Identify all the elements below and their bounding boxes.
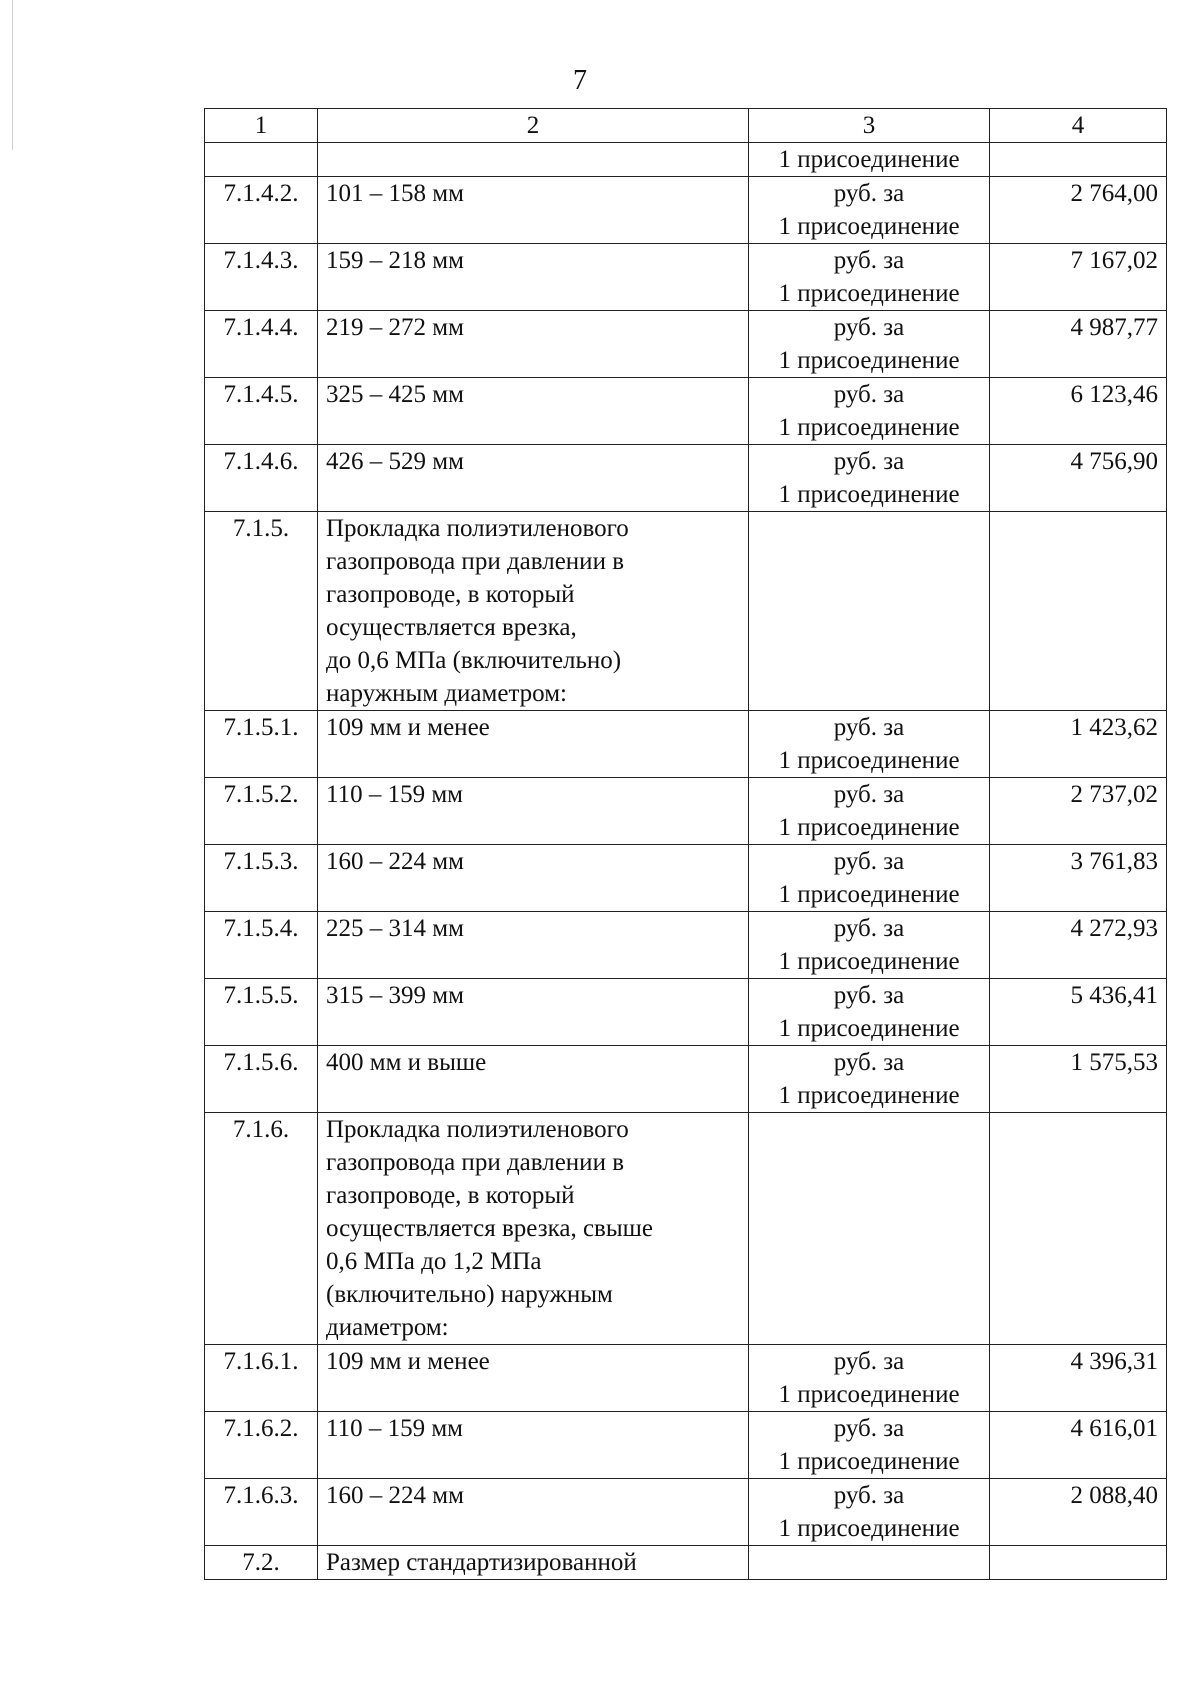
unit-connection: 1 присоединение xyxy=(778,948,960,975)
code-cell xyxy=(205,143,318,177)
unit-cell xyxy=(749,912,990,979)
desc-line: до 0,6 МПа (включительно) xyxy=(326,647,622,674)
desc-cell: 159 – 218 мм xyxy=(318,244,749,311)
price-cell: 4 756,90 xyxy=(990,445,1167,512)
desc-cell: Размер стандартизированной xyxy=(318,1546,749,1580)
price-cell: 3 761,83 xyxy=(990,845,1167,912)
code-cell: 7.1.5.1. xyxy=(205,711,318,778)
unit-label: руб. за xyxy=(833,848,905,875)
unit-cell xyxy=(749,1412,990,1479)
unit-cell xyxy=(749,1345,990,1412)
page-number: 7 xyxy=(573,65,587,96)
unit-label: руб. за xyxy=(833,1415,905,1442)
table-row xyxy=(205,512,1167,711)
desc-line: осуществляется врезка, свыше xyxy=(326,1215,653,1242)
desc-cell: 315 – 399 мм xyxy=(318,979,749,1046)
unit-connection: 1 присоединение xyxy=(778,347,960,374)
unit-label: руб. за xyxy=(833,982,905,1009)
table-row xyxy=(205,845,1167,912)
desc-cell: 160 – 224 мм xyxy=(318,1479,749,1546)
unit-cell: 1 присоединение xyxy=(749,143,990,177)
table-row xyxy=(205,1113,1167,1345)
unit-cell xyxy=(749,845,990,912)
desc-line: газопровода при давлении в xyxy=(326,1149,624,1176)
unit-label: руб. за xyxy=(833,781,905,808)
desc-line: 0,6 МПа до 1,2 МПа xyxy=(326,1248,542,1275)
desc-cell: 109 мм и менее xyxy=(318,1345,749,1412)
unit-connection: 1 присоединение xyxy=(778,1381,960,1408)
code-cell: 7.1.4.3. xyxy=(205,244,318,311)
desc-line: газопровода при давлении в xyxy=(326,548,624,575)
unit-cell xyxy=(749,711,990,778)
header-col-4: 4 xyxy=(990,109,1167,143)
unit-label: руб. за xyxy=(833,1482,905,1509)
price-cell: 4 396,31 xyxy=(990,1345,1167,1412)
price-cell: 7 167,02 xyxy=(990,244,1167,311)
desc-cell: 225 – 314 мм xyxy=(318,912,749,979)
table-row xyxy=(205,1412,1167,1479)
table-row xyxy=(205,1046,1167,1113)
desc-line: диаметром: xyxy=(326,1314,449,1341)
unit-cell xyxy=(749,512,990,711)
code-cell: 7.1.4.5. xyxy=(205,378,318,445)
unit-label: руб. за xyxy=(833,1348,905,1375)
code-cell: 7.1.4.4. xyxy=(205,311,318,378)
code-cell: 7.1.6.2. xyxy=(205,1412,318,1479)
price-cell xyxy=(990,512,1167,711)
unit-cell xyxy=(749,378,990,445)
desc-line: Прокладка полиэтиленового xyxy=(326,515,629,542)
desc-line: (включительно) наружным xyxy=(326,1281,613,1308)
unit-cell xyxy=(749,778,990,845)
table-row xyxy=(205,378,1167,445)
table-row xyxy=(205,311,1167,378)
unit-label: руб. за xyxy=(833,915,905,942)
price-cell xyxy=(990,1113,1167,1345)
unit-cell xyxy=(749,177,990,244)
unit-cell xyxy=(749,1479,990,1546)
price-cell: 2 764,00 xyxy=(990,177,1167,244)
unit-connection: 1 присоединение xyxy=(778,1015,960,1042)
unit-connection: 1 присоединение xyxy=(778,280,960,307)
desc-cell: 325 – 425 мм xyxy=(318,378,749,445)
code-cell: 7.1.5. xyxy=(205,512,318,711)
code-cell: 7.1.6. xyxy=(205,1113,318,1345)
continuation-row xyxy=(205,143,1167,177)
unit-connection: 1 присоединение xyxy=(778,414,960,441)
unit-cell xyxy=(749,1546,990,1580)
price-cell: 4 987,77 xyxy=(990,311,1167,378)
table-row xyxy=(205,778,1167,845)
code-cell: 7.1.5.2. xyxy=(205,778,318,845)
header-col-1: 1 xyxy=(205,109,318,143)
table-row xyxy=(205,445,1167,512)
desc-cell: 101 – 158 мм xyxy=(318,177,749,244)
price-cell: 1 575,53 xyxy=(990,1046,1167,1113)
price-cell: 2 737,02 xyxy=(990,778,1167,845)
unit-label: руб. за xyxy=(833,381,905,408)
table-row xyxy=(205,912,1167,979)
unit-connection: 1 присоединение xyxy=(778,481,960,508)
code-cell: 7.2. xyxy=(205,1546,318,1580)
price-cell: 5 436,41 xyxy=(990,979,1167,1046)
unit-connection: 1 присоединение xyxy=(778,1082,960,1109)
price-cell xyxy=(990,143,1167,177)
unit-label: руб. за xyxy=(833,448,905,475)
table-row xyxy=(205,1345,1167,1412)
price-cell: 1 423,62 xyxy=(990,711,1167,778)
unit-cell xyxy=(749,1046,990,1113)
unit-cell xyxy=(749,311,990,378)
table-row xyxy=(205,177,1167,244)
unit-label: руб. за xyxy=(833,714,905,741)
unit-connection: 1 присоединение xyxy=(778,881,960,908)
desc-cell xyxy=(318,1113,749,1345)
price-cell: 2 088,40 xyxy=(990,1479,1167,1546)
code-cell: 7.1.6.1. xyxy=(205,1345,318,1412)
code-cell: 7.1.5.5. xyxy=(205,979,318,1046)
price-cell: 4 616,01 xyxy=(990,1412,1167,1479)
code-cell: 7.1.5.3. xyxy=(205,845,318,912)
unit-connection: 1 присоединение xyxy=(778,1515,960,1542)
header-row xyxy=(205,109,1167,143)
unit-connection: 1 присоединение xyxy=(778,1448,960,1475)
code-cell: 7.1.4.2. xyxy=(205,177,318,244)
table-row xyxy=(205,1546,1167,1580)
price-cell xyxy=(990,1546,1167,1580)
table-row xyxy=(205,244,1167,311)
desc-cell: 110 – 159 мм xyxy=(318,1412,749,1479)
code-cell: 7.1.6.3. xyxy=(205,1479,318,1546)
unit-label: руб. за xyxy=(833,180,905,207)
desc-cell: 426 – 529 мм xyxy=(318,445,749,512)
table-row xyxy=(205,711,1167,778)
code-cell: 7.1.5.4. xyxy=(205,912,318,979)
desc-cell: 219 – 272 мм xyxy=(318,311,749,378)
unit-connection: 1 присоединение xyxy=(778,213,960,240)
unit-label: руб. за xyxy=(833,314,905,341)
unit-connection: 1 присоединение xyxy=(778,747,960,774)
header-col-3: 3 xyxy=(749,109,990,143)
desc-cell: 160 – 224 мм xyxy=(318,845,749,912)
desc-cell xyxy=(318,512,749,711)
table-row xyxy=(205,979,1167,1046)
unit-cell xyxy=(749,445,990,512)
unit-cell xyxy=(749,979,990,1046)
desc-cell xyxy=(318,143,749,177)
desc-line: осуществляется врезка, xyxy=(326,614,577,641)
code-cell: 7.1.4.6. xyxy=(205,445,318,512)
desc-cell: 110 – 159 мм xyxy=(318,778,749,845)
desc-line: наружным диаметром: xyxy=(326,680,567,707)
unit-cell xyxy=(749,1113,990,1345)
code-cell: 7.1.5.6. xyxy=(205,1046,318,1113)
desc-line: газопроводе, в который xyxy=(326,581,575,608)
header-col-2: 2 xyxy=(318,109,749,143)
unit-label: руб. за xyxy=(833,1049,905,1076)
table-row xyxy=(205,1479,1167,1546)
desc-cell: 109 мм и менее xyxy=(318,711,749,778)
price-cell: 6 123,46 xyxy=(990,378,1167,445)
desc-cell: 400 мм и выше xyxy=(318,1046,749,1113)
unit-label: руб. за xyxy=(833,247,905,274)
desc-line: Прокладка полиэтиленового xyxy=(326,1116,629,1143)
desc-line: газопроводе, в который xyxy=(326,1182,575,1209)
unit-connection: 1 присоединение xyxy=(778,814,960,841)
price-cell: 4 272,93 xyxy=(990,912,1167,979)
tariff-table xyxy=(204,108,1167,1580)
unit-cell xyxy=(749,244,990,311)
